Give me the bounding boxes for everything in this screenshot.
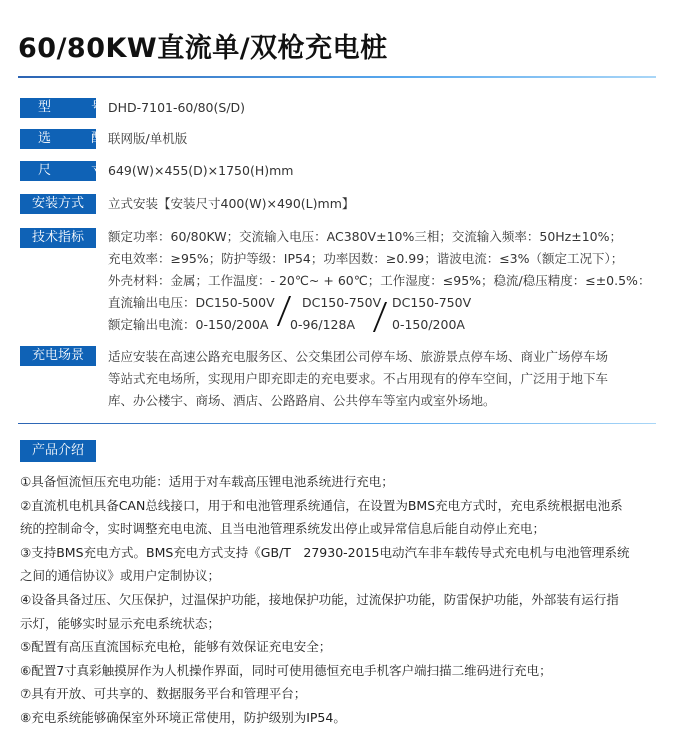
tech-spec-lines: [108, 226, 650, 292]
tech-line: 充电效率：≥95%；防护等级：IP54；功率因数：≥0.99；谐波电流：≤3%（额定工况下）；: [108, 251, 624, 266]
value-install: 立式安装【安装尺寸400(W)×490(L)mm】: [108, 196, 355, 211]
title-divider: [18, 76, 656, 78]
current-double: 0-96/128A: [290, 317, 355, 332]
label-intro: 产品介绍: [20, 440, 96, 462]
feature-item: 统的控制命令，实时调整充电电流、且当电池管理系统发出停止或异常信息后能自动停止充电；: [20, 521, 546, 537]
tech-line: 额定功率：60/80KW；交流输入电压：AC380V±10%三相；交流输入频率：50Hz±10%；: [108, 229, 622, 244]
label-tech: 技术指标: [20, 228, 96, 248]
scene-line: 等站式充电场所，实现用户即充即走的充电要求。不占用现有的停车空间，广泛用于地下车: [108, 371, 609, 386]
feature-item: ④设备具备过压、欠压保护，过温保护功能，接地保护功能，过流保护功能，防雷保护功能，外部装有运行指: [20, 591, 619, 607]
feature-item: 示灯，能够实时显示充电系统状态；: [20, 615, 221, 631]
feature-item: ③支持BMS充电方式。BMS充电方式支持《GB/T 27930-2015电动汽车非车载传导式充电机与电池管理系统: [20, 544, 630, 560]
current-third: 0-150/200A: [392, 317, 465, 332]
feature-list: [20, 470, 665, 730]
label-config: 选 配: [20, 129, 96, 149]
current-single: 额定输出电流：0-150/200A: [108, 317, 269, 332]
value-size: 649(W)×455(D)×1750(H)mm: [108, 163, 294, 178]
section-divider: [18, 423, 656, 424]
tech-line: 外壳材料：金属；工作温度：- 20℃~ + 60℃；工作湿度：≤95%；稳流/稳压精度：≤±0.5%：: [108, 273, 651, 288]
feature-item: ⑧充电系统能够确保室外环境正常使用，防护级别为IP54。: [20, 709, 346, 725]
feature-item: ⑥配置7寸真彩触摸屏作为人机操作界面，同时可使用德恒充电手机客户端扫描二维码进行充电；: [20, 662, 552, 678]
feature-item: ⑤配置有高压直流国标充电枪，能够有效保证充电安全；: [20, 639, 332, 655]
scene-line: 适应安装在高速公路充电服务区、公交集团公司停车场、旅游景点停车场、商业广场停车场: [108, 349, 609, 364]
feature-item: ①具备恒流恒压充电功能：适用于对车载高压锂电池系统进行充电；: [20, 474, 394, 489]
voltage-double: DC150-750V: [302, 295, 382, 310]
column-separator: [277, 296, 291, 326]
voltage-single: 直流输出电压：DC150-500V: [108, 295, 275, 310]
label-model: 型 号: [20, 98, 96, 118]
value-config: 联网版/单机版: [108, 131, 188, 146]
voltage-third: DC150-750V: [392, 295, 472, 310]
scene-text: [108, 346, 648, 412]
label-scene: 充电场景: [20, 346, 96, 366]
feature-item: 之间的通信协议》或用户定制协议；: [20, 568, 221, 584]
page-title: 60/80KW直流单/双枪充电桩: [18, 33, 388, 64]
feature-item: ②直流机电机具备CAN总线接口，用于和电池管理系统通信，在设置为BMS充电方式时，充电系统根据电池系: [20, 497, 623, 513]
scene-line: 库、办公楼宇、商场、酒店、公路路肩、公共停车等室内或室外场地。: [108, 393, 496, 408]
value-model: DHD-7101-60/80(S/D): [108, 100, 246, 115]
feature-item: ⑦具有开放、可共享的、数据服务平台和管理平台；: [20, 686, 307, 702]
label-size: 尺 寸: [20, 161, 96, 181]
label-install: 安装方式: [20, 194, 96, 214]
